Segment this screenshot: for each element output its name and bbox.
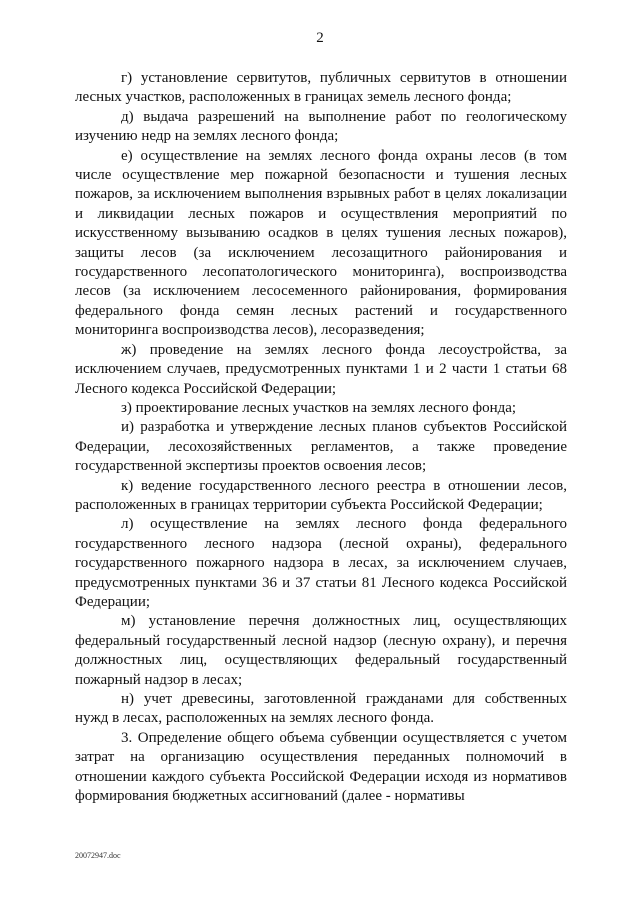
paragraph-zh: ж) проведение на землях лесного фонда лесоустройства, за исключением случаев, предусмотренных пунктами 1 и 2 части 1 статьи 68 Лесного кодекса Российской Федерации; — [75, 341, 567, 397]
paragraph-e: е) осуществление на землях лесного фонда охраны лесов (в том числе осуществление мер пожарной безопасности и тушения лесных пожаров, за исключением выполнения взрывных работ в целях локализации и ликвидации лесных пожаров и осуществления мероприятий по искусственному вызыванию осадков в целях тушения лесных пожаров), защиты лесов (за исключением лесозащитного районирования и государственного лесопатологического мониторинга), воспроизводства лесов (за исключением лесосеменного районирования, формирования федерального фонда семян лесных растений и государственного мониторинга воспроизводства лесов), лесоразведения; — [75, 147, 567, 339]
page-number: 2 — [316, 30, 324, 46]
paragraph-3: 3. Определение общего объема субвенции осуществляется с учетом затрат на организацию осуществления переданных полномочий в отношении каждого субъекта Российской Федерации исходя из нормативов формирования бюджетных ассигнований (далее - нормативы — [75, 729, 567, 805]
paragraph-k: к) ведение государственного лесного реестра в отношении лесов, расположенных в границах территории субъекта Российской Федерации; — [75, 477, 567, 513]
paragraph-g: г) установление сервитутов, публичных сервитутов в отношении лесных участков, расположенных в границах земель лесного фонда; — [75, 70, 567, 106]
paragraph-z: з) проектирование лесных участков на землях лесного фонда; — [121, 399, 517, 416]
file-name-footer: 20072947.doc — [75, 851, 121, 860]
paragraph-n: н) учет древесины, заготовленной гражданами для собственных нужд в лесах, расположенных на землях лесного фонда. — [75, 691, 567, 727]
document-body — [75, 69, 567, 806]
paragraph-i: и) разработка и утверждение лесных планов субъектов Российской Федерации, лесохозяйственных регламентов, а также проведение государственной экспертизы проектов освоения лесов; — [75, 419, 567, 475]
paragraph-l: л) осуществление на землях лесного фонда федерального государственного лесного надзора (лесной охраны), федерального государственного пожарного надзора в лесах, за исключением случаев, предусмотренных пунктами 36 и 37 статьи 81 Лесного кодекса Российской Федерации; — [75, 516, 567, 610]
paragraph-d: д) выдача разрешений на выполнение работ по геологическому изучению недр на землях лесного фонда; — [75, 108, 567, 145]
paragraph-m: м) установление перечня должностных лиц, осуществляющих федеральный государственный лесной надзор (лесную охрану), и перечня должностных лиц, осуществляющих федеральный государственный пожарный надзор в лесах; — [75, 613, 567, 688]
